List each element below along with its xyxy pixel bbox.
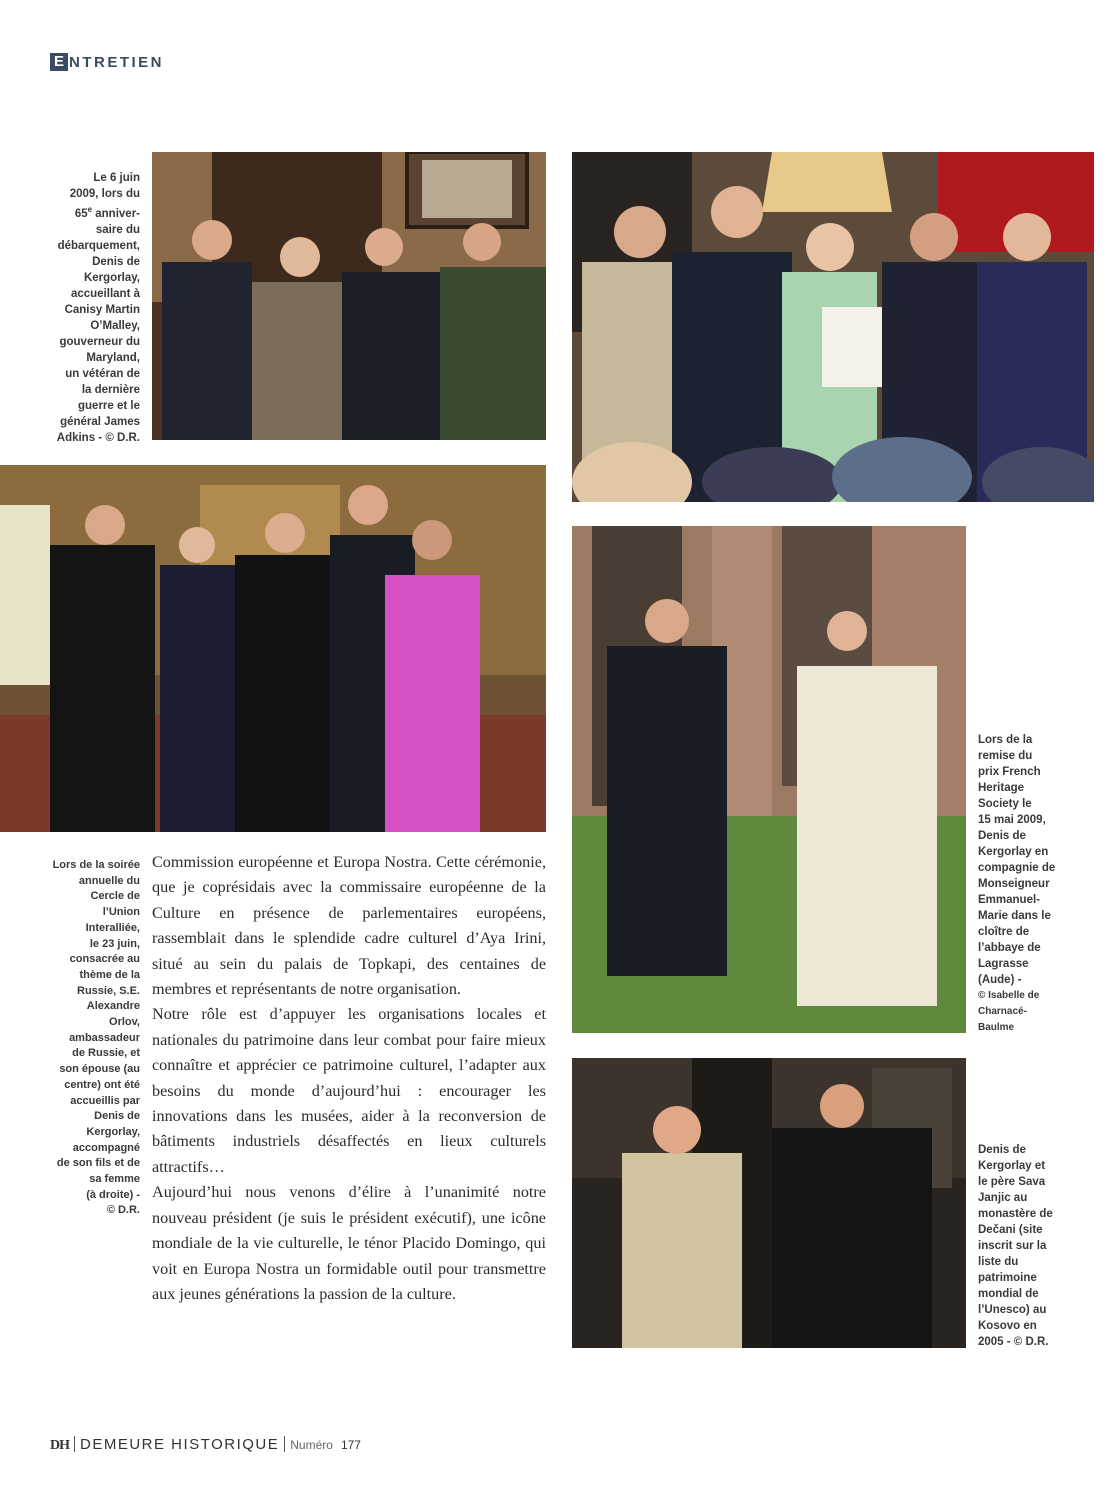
footer-divider (284, 1436, 285, 1452)
photo-gala-evening (0, 465, 546, 832)
photo-monastery-decani (572, 1058, 966, 1348)
photo-cloister-lagrasse (572, 526, 966, 1033)
paragraph: Commission européenne et Europa Nostra. Cette cérémonie, que je coprésidais avec la commissaire européenne de la Culture en présence de parlementaires européens, rassemblait dans le splendide cadre culturel d’Aya Irini, situé au sein du palais de Topkapi, des centaines de membres et représentants de notre organisation. (152, 853, 546, 999)
caption-anniversary: Le 6 juin 2009, lors du 65e anniver- saire du débarquement, Denis de Kergorlay, accueillant à Canisy Martin O’Malley, gouverneur du Maryland, un vétéran de la dernière guerre et le général James Adkins - © D.R. (56, 172, 140, 444)
paragraph: Aujourd’hui nous venons d’élire à l’unanimité notre nouveau président (je suis le président exécutif), une icône mondiale de la vie culturelle, le ténor Placido Domingo, qui voit en Europa Nostra un formidable outil pour transmettre aux jeunes générations la passion de la culture. (152, 1183, 546, 1303)
footer-divider (74, 1436, 75, 1452)
caption-monastery: Denis de Kergorlay et le père Sava Janjic au monastère de Dečani (site inscrit sur la liste du patrimoine mondial de l’Unesco) au Kosovo en 2005 - © D.R. (978, 1144, 1053, 1348)
magazine-logo: DH (50, 1438, 69, 1453)
section-header (50, 52, 164, 72)
section-initial: E (50, 53, 68, 71)
issue-number: 177 (340, 1438, 361, 1452)
photo-prize-ceremony (572, 152, 1094, 502)
paragraph: Notre rôle est d’appuyer les organisations locales et nationales du patrimoine dans leur combat pour faire mieux connaître et apprécier ce patrimoine culturel, l’adapter aux besoins du monde d’aujourd’hui : encourager les innovations dans les musées, aider à la reconversion de bâtiments industriels désaffectés en lieux culturels attractifs… (152, 1005, 546, 1176)
page-footer (50, 1433, 361, 1454)
caption-gala: Lors de la soirée annuelle du Cercle de l’Union Interalliée, le 23 juin, consacrée au thème de la Russie, S.E. Alexandre Orlov, ambassadeur de Russie, et son épouse (au centre) ont été accueillis par Denis de Kergorlay, accompagné de son fils et de sa femme (à droite) - © D.R. (52, 859, 140, 1217)
caption-cloister: Lors de la remise du prix French Heritage Society le 15 mai 2009, Denis de Kergorlay en compagnie de Monseigneur Emmanuel- Marie dans le cloître de l’abbaye de Lagrasse (Aude) - © Isabelle de Charnacé- Baulme (978, 734, 1056, 1033)
magazine-title: DEMEURE HISTORIQUE (80, 1436, 280, 1453)
article-body (152, 850, 546, 1307)
photo-anniversary-reception (152, 152, 546, 440)
section-title: NTRETIEN (69, 53, 164, 71)
issue-label: Numéro (290, 1438, 333, 1452)
